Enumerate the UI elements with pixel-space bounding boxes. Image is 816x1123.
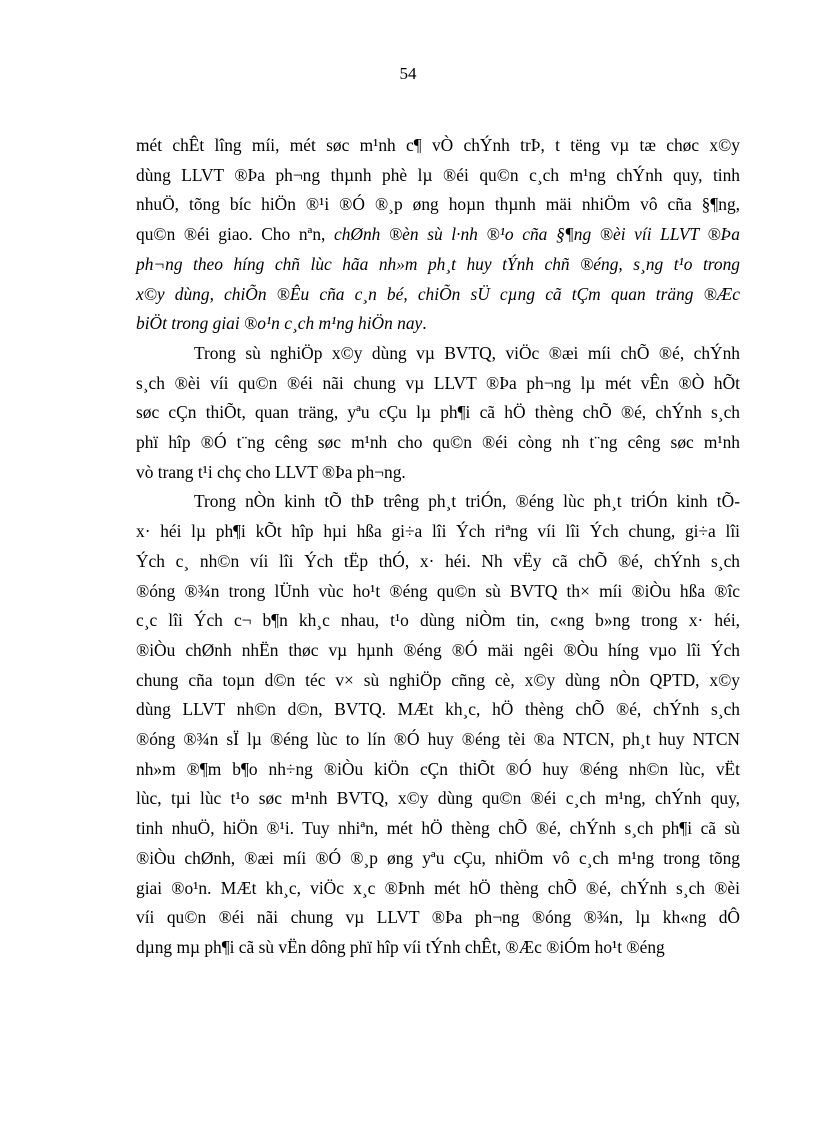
text-line	[136, 309, 740, 339]
text-line	[136, 428, 740, 458]
text-segment: c¸c lîi Ých c¬ b¶n kh¸c nhau, t¹o dùng niÒm tin, c«ng b»ng trong x· héi,	[136, 610, 740, 631]
text-segment: phï hîp ®Ó t¨ng cêng søc m¹nh cho qu©n ®éi còng nh t¨ng cêng søc m¹nh	[136, 432, 740, 453]
paragraph	[136, 487, 740, 962]
text-line	[136, 577, 740, 607]
text-line	[136, 666, 740, 696]
text-segment: x· héi lµ ph¶i kÕt hîp hµi hßa gi÷a lîi Ých riªng víi lîi Ých chung, gi÷a lîi	[136, 521, 740, 542]
text-line	[136, 161, 740, 191]
italic-text: biÖt trong giai ®o¹n c¸ch m¹ng hiÖn nay	[136, 313, 423, 334]
text-line	[136, 250, 740, 280]
text-segment: tinh nhuÖ, hiÖn ®¹i. Tuy nhiªn, mét hÖ thèng chÕ ®é, chÝnh s¸ch ph¶i cã sù	[136, 818, 740, 839]
text-line	[136, 458, 740, 488]
text-line	[136, 695, 740, 725]
text-segment: nh»m ®¶m b¶o nh÷ng ®iÒu kiÖn cÇn thiÕt ®Ó huy ®éng nh©n lùc, vËt	[136, 758, 740, 779]
text-line	[136, 636, 740, 666]
text-segment: s¸ch ®èi víi qu©n ®éi nãi chung vµ LLVT ®Þa ph¬ng lµ mét vÊn ®Ò hÕt	[136, 372, 740, 393]
text-line	[136, 131, 740, 161]
page-number: 54	[399, 64, 417, 83]
text-segment: nhuÖ, tõng bíc hiÖn ®¹i ®Ó ®¸p øng hoµn thµnh mäi nhiÖm vô cña §¶ng,	[136, 194, 740, 215]
text-segment: Trong nÒn kinh tÕ thÞ trêng ph¸t triÓn, ®éng lùc ph¸t triÓn kinh tÕ-	[194, 491, 740, 512]
text-line	[136, 398, 740, 428]
italic-text: x©y dùng, chiÕn ®Êu cña c¸n bé, chiÕn sÜ cµng cã tÇm quan träng ®Æc	[136, 283, 740, 304]
text-segment: giai ®o¹n. MÆt kh¸c, viÖc x¸c ®Þnh mét hÖ thèng chÕ ®é, chÝnh s¸ch ®èi	[136, 877, 740, 898]
paragraph	[136, 339, 740, 488]
text-line	[136, 606, 740, 636]
text-segment: chung cña toµn d©n téc v× sù nghiÖp cñng cè, x©y dùng nÒn QPTD, x©y	[136, 669, 740, 690]
text-segment: vò trang t¹i chç cho LLVT ®Þa ph¬ng.	[136, 461, 406, 482]
paragraph	[136, 131, 740, 339]
text-line	[136, 517, 740, 547]
text-line	[136, 220, 740, 250]
italic-text: ph¬ng theo híng chñ lùc hãa nh»m ph¸t huy tÝnh chñ ®éng, s¸ng t¹o trong	[136, 253, 740, 274]
text-segment: .	[422, 313, 427, 334]
text-line	[136, 725, 740, 755]
text-segment: dµng mµ ph¶i cã sù vËn dông phï hîp víi tÝnh chÊt, ®Æc ®iÓm ho¹t ®éng	[136, 936, 665, 957]
text-line	[136, 369, 740, 399]
text-segment: víi qu©n ®éi nãi chung vµ LLVT ®Þa ph¬ng ®óng ®¾n, lµ kh«ng dÔ	[136, 907, 740, 928]
text-segment: ®óng ®¾n sÏ lµ ®éng lùc to lín ®Ó huy ®éng tèi ®a NTCN, ph¸t huy NTCN	[136, 729, 740, 750]
text-segment: dùng LLVT nh©n d©n, BVTQ. MÆt kh¸c, hÖ thèng chÕ ®é, chÝnh s¸ch	[136, 699, 740, 720]
text-line	[136, 844, 740, 874]
text-line	[136, 190, 740, 220]
text-line	[136, 280, 740, 310]
text-segment: Ých c¸ nh©n víi lîi Ých tËp thÓ, x· héi. Nh vËy cã chÕ ®é, chÝnh s¸ch	[136, 550, 740, 571]
text-segment: Trong sù nghiÖp x©y dùng vµ BVTQ, viÖc ®æi míi chÕ ®é, chÝnh	[194, 342, 740, 363]
text-segment: qu©n ®éi giao. Cho nªn,	[136, 224, 334, 245]
text-segment: søc cÇn thiÕt, quan träng, yªu cÇu lµ ph¶i cã hÖ thèng chÕ ®é, chÝnh s¸ch	[136, 402, 740, 423]
text-line	[136, 933, 740, 963]
text-segment: lùc, tµi lùc t¹o søc m¹nh BVTQ, x©y dùng qu©n ®éi c¸ch m¹ng, chÝnh quy,	[136, 788, 740, 809]
text-line	[136, 814, 740, 844]
text-segment: dùng LLVT ®Þa ph¬ng thµnh phè lµ ®éi qu©n c¸ch m¹ng chÝnh quy, tinh	[136, 164, 740, 185]
text-line	[136, 487, 740, 517]
text-line	[136, 784, 740, 814]
text-line	[136, 547, 740, 577]
text-segment: mét chÊt lîng míi, mét søc m¹nh c¶ vÒ chÝnh trÞ, t tëng vµ tæ chøc x©y	[136, 135, 740, 155]
text-segment: ®óng ®¾n trong lÜnh vùc ho¹t ®éng qu©n sù BVTQ th× míi ®iÒu hßa ®îc	[136, 580, 740, 601]
text-line	[136, 755, 740, 785]
text-line	[136, 874, 740, 904]
italic-text: chØnh ®èn sù l·nh ®¹o cña §¶ng ®èi víi LLVT ®Þa	[333, 224, 740, 245]
text-line	[136, 339, 740, 369]
body-text	[136, 131, 740, 963]
text-line	[136, 903, 740, 933]
text-segment: ®iÒu chØnh nhËn thøc vµ hµnh ®éng ®Ó mäi ngêi ®Òu híng vµo lîi Ých	[136, 639, 740, 660]
text-segment: ®iÒu chØnh, ®æi míi ®Ó ®¸p øng yªu cÇu, nhiÖm vô c¸ch m¹ng trong tõng	[136, 847, 740, 868]
